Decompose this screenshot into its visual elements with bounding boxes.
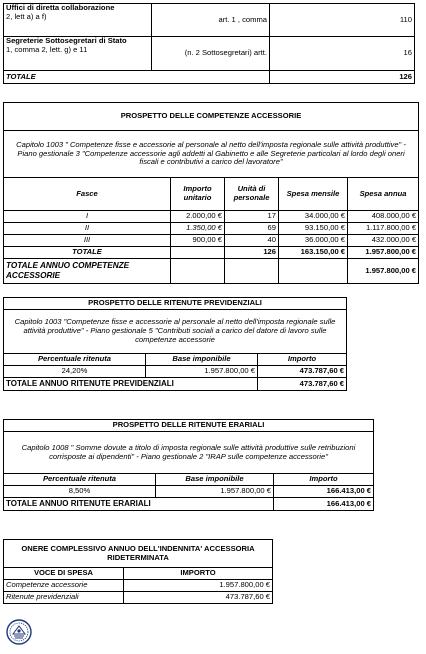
header-importo: IMPORTO bbox=[124, 568, 273, 580]
previdenziali-title: PROSPETTO DELLE RITENUTE PREVIDENZIALI bbox=[4, 298, 347, 310]
importo: 166.413,00 € bbox=[274, 486, 374, 498]
header-fasce: Fasce bbox=[4, 178, 171, 211]
previdenziali-table bbox=[3, 297, 347, 391]
annual-empty bbox=[171, 259, 225, 284]
total-value: 166.413,00 € bbox=[274, 498, 374, 511]
annual-total-label: TOTALE ANNUO COMPETENZE ACCESSORIE bbox=[4, 259, 171, 284]
onere-title: ONERE COMPLESSIVO ANNUO DELL'INDENNITA' ACCESSORIA RIDETERMINATA bbox=[4, 540, 273, 568]
staff-count-table bbox=[3, 3, 415, 84]
header-importo: Importo unitario bbox=[171, 178, 225, 211]
header-importo: Importo bbox=[274, 474, 374, 486]
annual-empty bbox=[225, 259, 279, 284]
total-label: TOTALE bbox=[4, 247, 171, 259]
table-row bbox=[4, 366, 347, 378]
total-label: TOTALE bbox=[4, 71, 152, 84]
header-spesa-annua: Spesa annua bbox=[348, 178, 419, 211]
seal-emblem-icon bbox=[6, 619, 32, 645]
spesa-mensile: 36.000,00 € bbox=[279, 235, 348, 247]
header-importo: Importo bbox=[258, 354, 347, 366]
spesa-annua: 1.117.800,00 € bbox=[348, 223, 419, 235]
total-value: 126 bbox=[270, 71, 415, 84]
fascia: III bbox=[4, 235, 171, 247]
total-row bbox=[4, 378, 347, 391]
spesa-mensile: 34.000,00 € bbox=[279, 211, 348, 223]
erariali-table bbox=[3, 419, 374, 511]
erariali-title: PROSPETTO DELLE RITENUTE ERARIALI bbox=[4, 420, 374, 432]
header-base: Base imponibile bbox=[156, 474, 274, 486]
row-label: Uffici di diretta collaborazione 2, lett a) a f) bbox=[4, 4, 152, 37]
importo: 1.350,00 € bbox=[171, 223, 225, 235]
erariali-description: Capitolo 1008 " Somme dovute a titolo di imposta regionale sulle attività produttive sulle retribuzioni corrisposte ai dipendenti" - Piano gestionale 2 "IRAP sulle competenze accessorie" bbox=[4, 432, 374, 474]
total-spesa-mensile: 163.150,00 € bbox=[279, 247, 348, 259]
header-unita: Unità di personale bbox=[225, 178, 279, 211]
importo: 2.000,00 € bbox=[171, 211, 225, 223]
fascia: I bbox=[4, 211, 171, 223]
competenze-description: Capitolo 1003 " Competenze fisse e accessorie al personale al netto dell'imposta regionale sulle attività produttive" - Piano gestionale 3 "Competenze accessorie agli addetti al Gabinetto e alle Segreterie particolari al lordo degli oneri fiscali e contributivi a carico del lavoratore" bbox=[4, 131, 419, 178]
row-value: 110 bbox=[270, 4, 415, 37]
total-spesa-annua: 1.957.800,00 € bbox=[348, 247, 419, 259]
table-row bbox=[4, 211, 419, 223]
onere-table bbox=[3, 539, 273, 604]
importo: 1.957.800,00 € bbox=[124, 580, 273, 592]
total-importo bbox=[171, 247, 225, 259]
unita: 69 bbox=[225, 223, 279, 235]
percentuale: 8,50% bbox=[4, 486, 156, 498]
total-row bbox=[4, 247, 419, 259]
row-ref: art. 1 , comma bbox=[152, 4, 270, 37]
spesa-mensile: 93.150,00 € bbox=[279, 223, 348, 235]
previdenziali-description: Capitolo 1003 "Competenze fisse e accessorie al personale al netto dell'imposta regionale sulle attività produttive" - Piano gestionale 5 "Contributi sociali a carico del datore di lavoro sulle competenze accessorie bbox=[4, 310, 347, 354]
competenze-title: PROSPETTO DELLE COMPETENZE ACCESSORIE bbox=[4, 103, 419, 131]
competenze-table bbox=[3, 102, 419, 284]
total-label: TOTALE ANNUO RITENUTE ERARIALI bbox=[4, 498, 274, 511]
base: 1.957.800,00 € bbox=[156, 486, 274, 498]
importo: 900,00 € bbox=[171, 235, 225, 247]
annual-total-row bbox=[4, 259, 419, 284]
total-label: TOTALE ANNUO RITENUTE PREVIDENZIALI bbox=[4, 378, 258, 391]
header-spesa-mensile: Spesa mensile bbox=[279, 178, 348, 211]
percentuale: 24,20% bbox=[4, 366, 146, 378]
total-unita: 126 bbox=[225, 247, 279, 259]
header-percentuale: Percentuale ritenuta bbox=[4, 354, 146, 366]
table-row bbox=[4, 580, 273, 592]
header-base: Base imponibile bbox=[146, 354, 258, 366]
header-voce: VOCE DI SPESA bbox=[4, 568, 124, 580]
spesa-annua: 408.000,00 € bbox=[348, 211, 419, 223]
annual-empty bbox=[279, 259, 348, 284]
table-row bbox=[4, 235, 419, 247]
table-row bbox=[4, 592, 273, 604]
header-percentuale: Percentuale ritenuta bbox=[4, 474, 156, 486]
row-label: Segreterie Sottosegretari di Stato 1, comma 2, lett. g) e 11 bbox=[4, 37, 152, 71]
importo: 473.787,60 € bbox=[258, 366, 347, 378]
total-value: 473.787,60 € bbox=[258, 378, 347, 391]
voce: Competenze accessorie bbox=[4, 580, 124, 592]
unita: 40 bbox=[225, 235, 279, 247]
base: 1.957.800,00 € bbox=[146, 366, 258, 378]
spesa-annua: 432.000,00 € bbox=[348, 235, 419, 247]
row-value: 16 bbox=[270, 37, 415, 71]
table-row bbox=[4, 223, 419, 235]
total-spacer bbox=[152, 71, 270, 84]
importo: 473.787,60 € bbox=[124, 592, 273, 604]
row-ref: (n. 2 Sottosegretari) artt. bbox=[152, 37, 270, 71]
unita: 17 bbox=[225, 211, 279, 223]
annual-total-value: 1.957.800,00 € bbox=[348, 259, 419, 284]
voce: Ritenute previdenziali bbox=[4, 592, 124, 604]
fascia: II bbox=[4, 223, 171, 235]
total-row bbox=[4, 498, 374, 511]
table-row bbox=[4, 486, 374, 498]
